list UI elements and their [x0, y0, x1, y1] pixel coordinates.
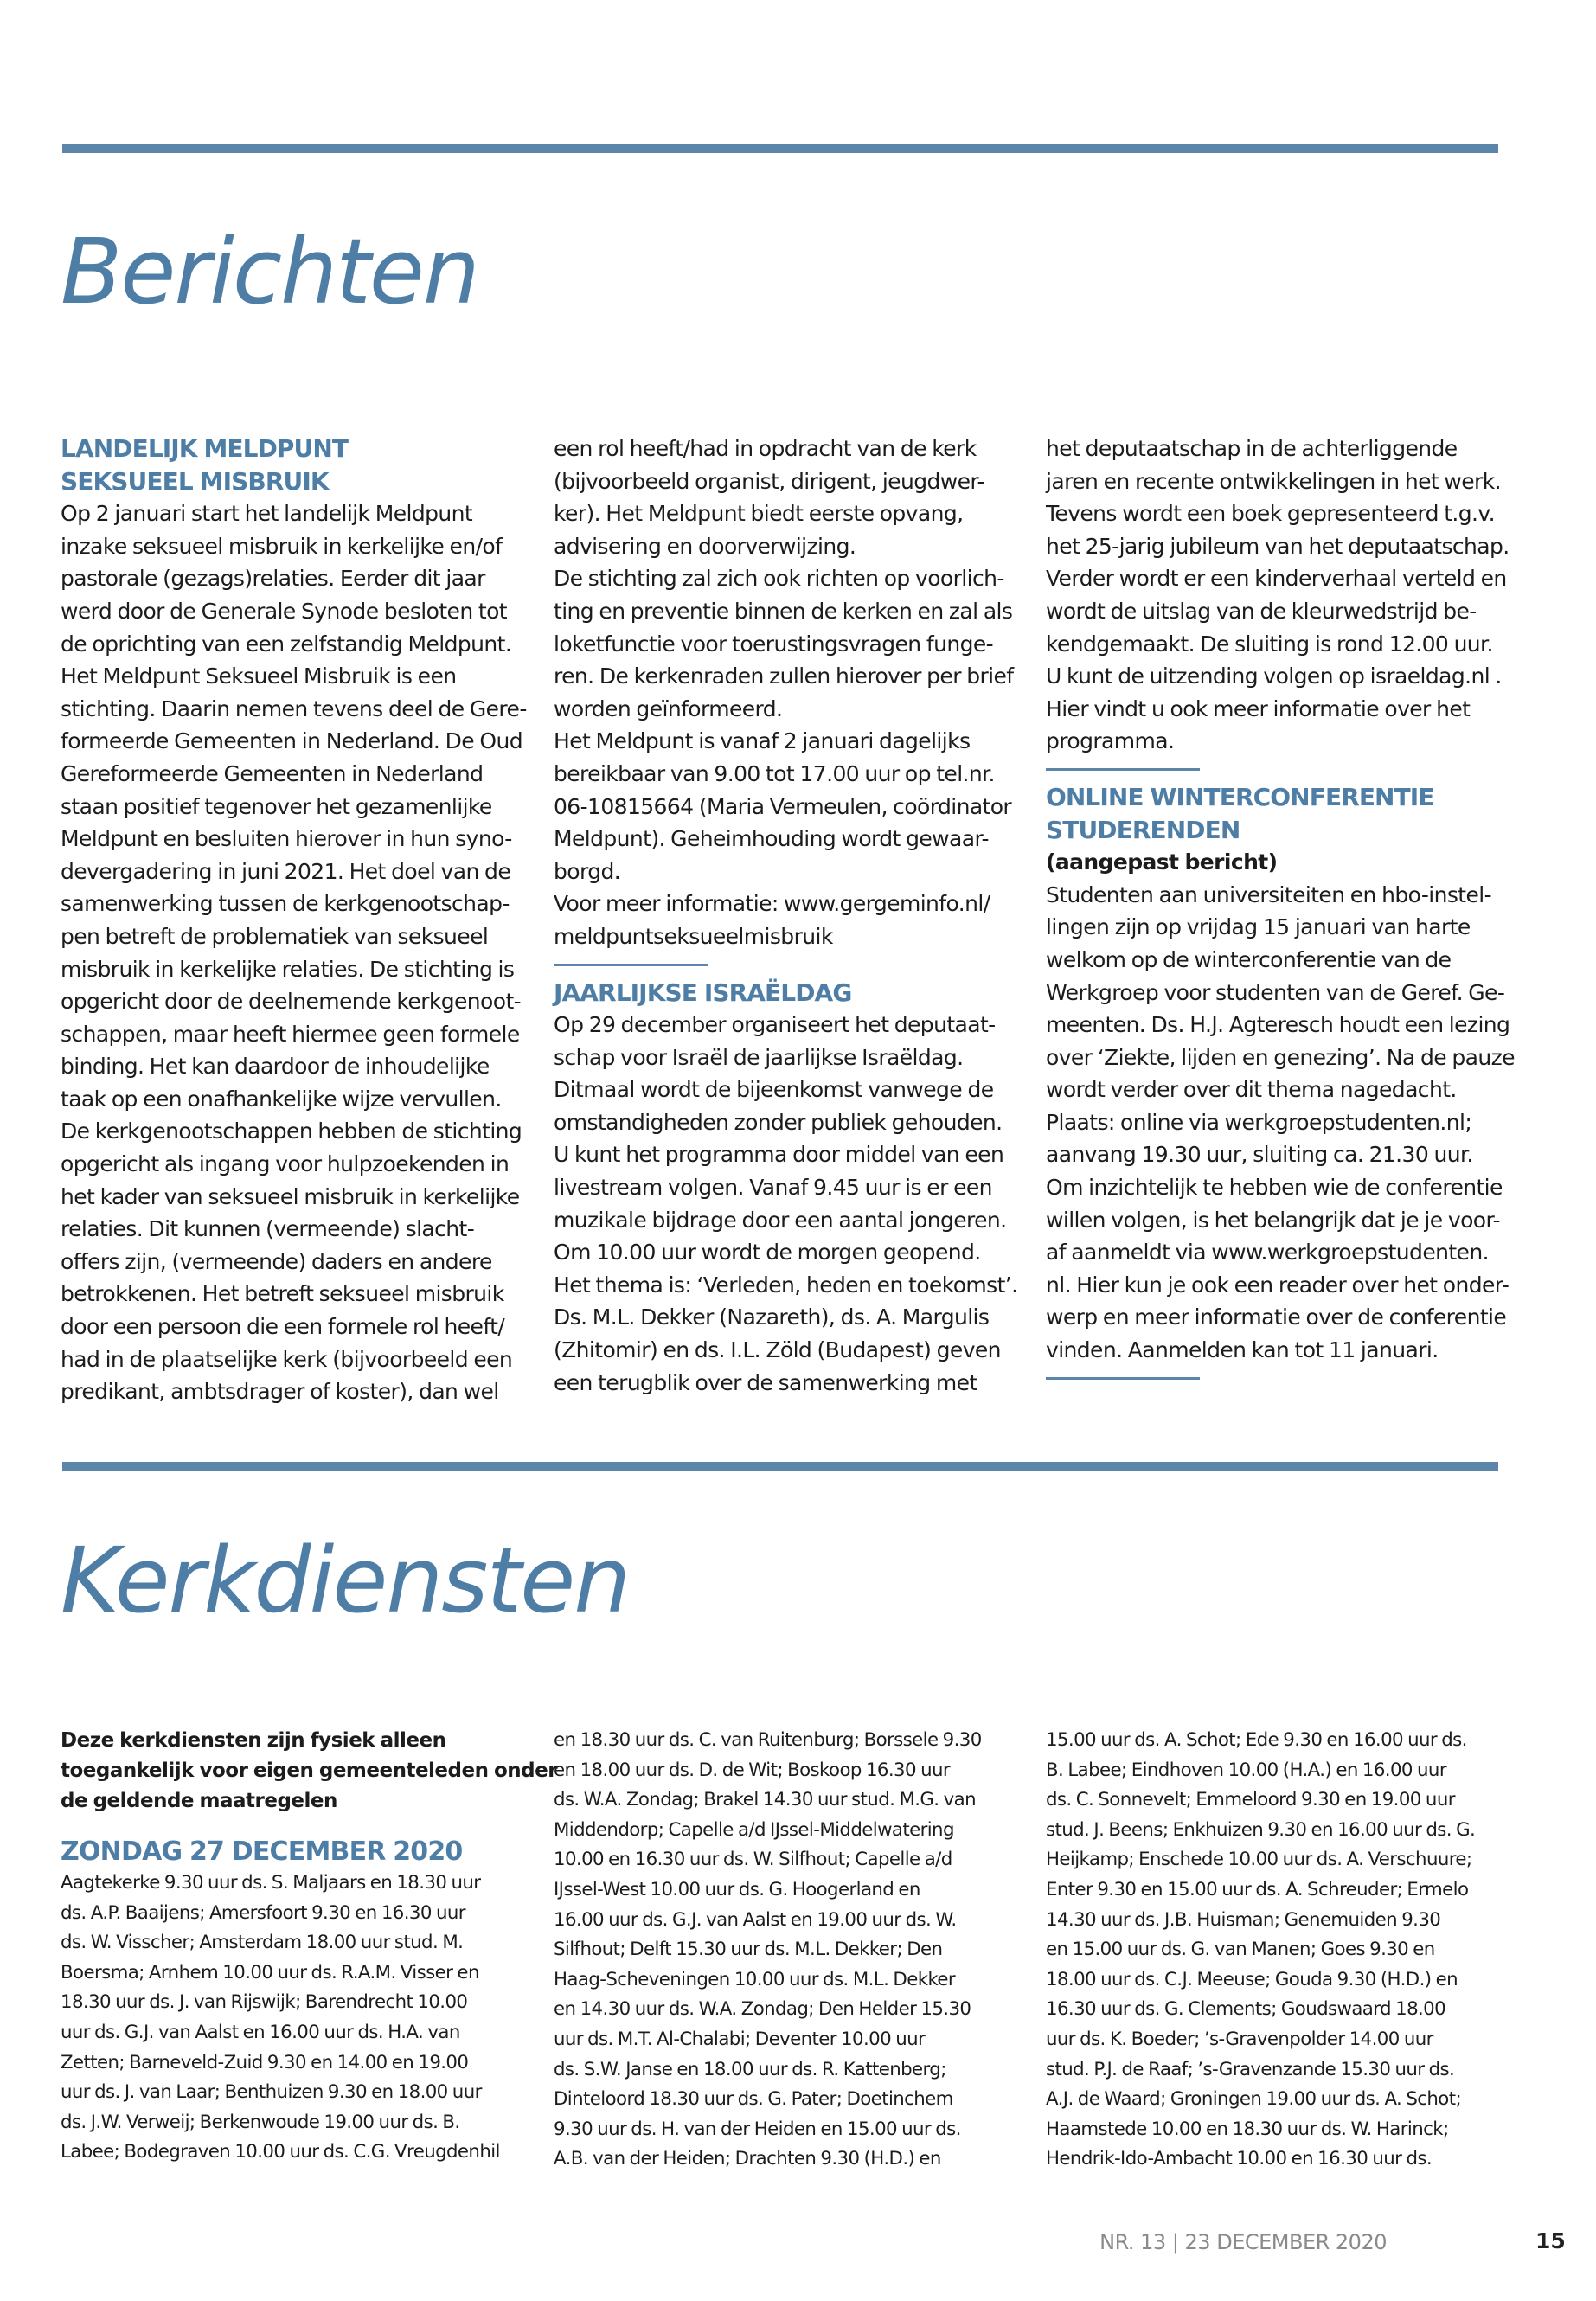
kerkdiensten-column-1 [61, 1726, 558, 2168]
text-line: ds. J.W. Verweij; Berkenwoude 19.00 uur ds. B. [61, 2111, 460, 2133]
meldpunt-body-text-continued [554, 433, 1028, 953]
text-line: 9.30 uur ds. H. van der Heiden en 15.00 uur ds. [554, 2118, 961, 2140]
text-line: Op 2 januari start het landelijk Meldpunt [61, 501, 473, 527]
services-list-part-3 [1046, 1726, 1513, 2175]
text-line: A.B. van der Heiden; Drachten 9.30 (H.D.) en [554, 2148, 941, 2170]
text-line: aanvang 19.30 uur, sluiting ca. 21.30 uur. [1046, 1142, 1473, 1168]
text-line: Heijkamp; Enschede 10.00 uur ds. A. Verschuure; [1046, 1849, 1472, 1871]
text-line: meenten. Ds. H.J. Agteresch houdt een lezing [1046, 1012, 1510, 1038]
page-number: 15 [1535, 2228, 1566, 2253]
text-line: Hendrik-Ido-Ambacht 10.00 en 16.30 uur ds. [1046, 2148, 1433, 2170]
services-list-part-2 [554, 1726, 1012, 2175]
text-line: Voor meer informatie: www.gergeminfo.nl/ [554, 891, 990, 917]
text-line: de oprichting van een zelfstandig Meldpunt. [61, 631, 512, 657]
heading-israeldag: JAARLIJKSE ISRAËLDAG [554, 977, 852, 1007]
text-line: worden geïnformeerd. [554, 695, 783, 721]
text-line: ting en preventie binnen de kerken en zal als [554, 598, 1013, 624]
text-line: opgericht door de deelnemende kerkgenoot- [61, 989, 522, 1015]
text-line: ds. A.P. Baaijens; Amersfoort 9.30 en 16.30 uur [61, 1901, 465, 1924]
article-separator [554, 964, 708, 966]
text-line: de geldende maatregelen [61, 1790, 337, 1812]
text-line: af aanmeldt via www.werkgroepstudenten. [1046, 1240, 1489, 1266]
text-line: 06-10815664 (Maria Vermeulen, coördinator [554, 793, 1012, 819]
text-line: Ditmaal wordt de bijeenkomst vanwege de [554, 1077, 994, 1103]
text-line: 10.00 en 16.30 uur ds. W. Silfhout; Capelle a/d [554, 1849, 952, 1871]
berichten-column-1 [61, 433, 535, 1408]
text-line: Om inzichtelijk te hebben wie de conferentie [1046, 1175, 1503, 1201]
berichten-column-2 [554, 433, 1028, 1399]
text-line: misbruik in kerkelijke relaties. De stichting is [61, 956, 515, 982]
text-line: B. Labee; Eindhoven 10.00 (H.A.) en 16.00 uur [1046, 1759, 1446, 1781]
text-line: uur ds. K. Boeder; ’s-Gravenpolder 14.00 uur [1046, 2028, 1433, 2050]
text-line: Meldpunt). Geheimhouding wordt gewaar- [554, 826, 989, 852]
services-list-part-1 [61, 1868, 510, 2168]
text-line: had in de plaatselijke kerk (bijvoorbeeld een [61, 1346, 513, 1372]
text-line: welkom op de winterconferentie van de [1046, 946, 1452, 972]
text-line: Zetten; Barneveld-Zuid 9.30 en 14.00 en 19.00 [61, 2051, 469, 2073]
text-line: relaties. Dit kunnen (vermeende) slacht- [61, 1216, 475, 1242]
text-line: wordt de uitslag van de kleurwedstrijd be- [1046, 598, 1477, 624]
section-title-kerkdiensten: Kerkdiensten [61, 1528, 630, 1633]
text-line: Hier vindt u ook meer informatie over het [1046, 695, 1471, 721]
text-line: Dinteloord 18.30 uur ds. G. Pater; Doetinchem [554, 2088, 953, 2111]
text-line: omstandigheden zonder publiek gehouden. [554, 1109, 1003, 1135]
text-line: Enter 9.30 en 15.00 uur ds. A. Schreuder; Ermelo [1046, 1878, 1469, 1900]
text-line: inzake seksueel misbruik in kerkelijke en/of [61, 533, 503, 559]
text-line: Aagtekerke 9.30 uur ds. S. Maljaars en 18.30 uur [61, 1872, 481, 1894]
israeldag-body-text [554, 1009, 1028, 1399]
text-line: uur ds. G.J. van Aalst en 16.00 uur ds. H.A. van [61, 2021, 460, 2043]
text-line: en 14.30 uur ds. W.A. Zondag; Den Helder 15.30 [554, 1998, 971, 2021]
text-line: wordt verder over dit thema nagedacht. [1046, 1077, 1457, 1103]
text-line: Middendorp; Capelle a/d IJssel-Middelwatering [554, 1818, 954, 1841]
text-line: (bijvoorbeeld organist, dirigent, jeugdwer- [554, 468, 984, 494]
text-line: het kader van seksueel misbruik in kerkelijke [61, 1183, 520, 1209]
text-line: stud. P.J. de Raaf; ’s-Gravenzande 15.30 uur ds. [1046, 2058, 1455, 2080]
text-line: Plaats: online via werkgroepstudenten.nl; [1046, 1109, 1472, 1135]
text-line: over ‘Ziekte, lijden en genezing’. Na de pauze [1046, 1044, 1515, 1070]
text-line: ds. W. Visscher; Amsterdam 18.00 uur stud. M. [61, 1932, 464, 1954]
text-line: en 18.30 uur ds. C. van Ruitenburg; Borssele 9.30 [554, 1729, 982, 1751]
text-line: Het Meldpunt is vanaf 2 januari dagelijks [554, 728, 971, 754]
text-line: Ds. M.L. Dekker (Nazareth), ds. A. Margulis [554, 1304, 990, 1330]
text-line: 16.00 uur ds. G.J. van Aalst en 19.00 uur ds. W. [554, 1908, 957, 1931]
text-line: Werkgroep voor studenten van de Geref. Ge- [1046, 979, 1505, 1005]
text-line: het 25-jarig jubileum van het deputaatschap. [1046, 533, 1509, 559]
text-line: ker). Het Meldpunt biedt eerste opvang, [554, 501, 964, 527]
text-line: Het thema is: ‘Verleden, heden en toekomst’. [554, 1272, 1018, 1298]
text-line: Silfhout; Delft 15.30 uur ds. M.L. Dekker; Den [554, 1939, 943, 1961]
top-divider-rule [62, 144, 1498, 153]
text-line: bereikbaar van 9.00 tot 17.00 uur op tel.nr. [554, 760, 995, 786]
text-line: toegankelijk voor eigen gemeenteleden onder [61, 1759, 558, 1782]
text-line: De stichting zal zich ook richten op voorlich- [554, 566, 1004, 592]
text-line: werd door de Generale Synode besloten tot [61, 598, 508, 624]
text-line: Om 10.00 uur wordt de morgen geopend. [554, 1240, 981, 1266]
text-line: een terugblik over de samenwerking met [554, 1369, 977, 1395]
text-line: pastorale (gezags)relaties. Eerder dit jaar [61, 566, 485, 592]
text-line: offers zijn, (vermeende) daders en andere [61, 1248, 492, 1274]
israeldag-body-text-continued [1046, 433, 1520, 758]
text-line: Gereformeerde Gemeenten in Nederland [61, 760, 484, 786]
article-separator [1046, 768, 1200, 771]
text-line: lingen zijn op vrijdag 15 januari van harte [1046, 914, 1471, 940]
text-line: opgericht als ingang voor hulpzoekenden in [61, 1151, 510, 1177]
text-line: Labee; Bodegraven 10.00 uur ds. C.G. Vreugdenhil [61, 2141, 500, 2163]
winterconferentie-body-text [1046, 879, 1520, 1367]
text-line: Deze kerkdiensten zijn fysiek alleen [61, 1729, 446, 1752]
text-line: Boersma; Arnhem 10.00 uur ds. R.A.M. Visser en [61, 1961, 479, 1984]
middle-divider-rule [62, 1462, 1498, 1471]
text-line: vinden. Aanmelden kan tot 11 januari. [1046, 1337, 1439, 1363]
text-line: 18.30 uur ds. J. van Rijswijk; Barendrecht 10.00 [61, 1991, 468, 2014]
article-end-rule [1046, 1377, 1200, 1380]
text-line: Op 29 december organiseert het deputaat- [554, 1012, 996, 1038]
text-line: 16.30 uur ds. G. Clements; Goudswaard 18.00 [1046, 1998, 1446, 2021]
text-line: ds. C. Sonnevelt; Emmeloord 9.30 en 19.00 uur [1046, 1789, 1455, 1811]
text-line: door een persoon die een formele rol heeft/ [61, 1314, 505, 1340]
issue-info: NR. 13 | 23 DECEMBER 2020 [1099, 2230, 1387, 2254]
berichten-column-3 [1046, 433, 1520, 1390]
text-line: muzikale bijdrage door een aantal jongeren. [554, 1207, 1007, 1233]
heading-meldpunt-line-1: LANDELIJK MELDPUNT [61, 434, 349, 463]
text-line: ds. S.W. Janse en 18.00 uur ds. R. Kattenberg; [554, 2058, 946, 2080]
text-line: 18.00 uur ds. C.J. Meeuse; Gouda 9.30 (H.D.) en [1046, 1968, 1458, 1990]
text-line: livestream volgen. Vanaf 9.45 uur is er een [554, 1175, 992, 1201]
kerkdiensten-intro [61, 1726, 558, 1817]
text-line: 15.00 uur ds. A. Schot; Ede 9.30 en 16.00 uur ds. [1046, 1729, 1467, 1751]
text-line: schap voor Israël de jaarlijkse Israëldag. [554, 1044, 964, 1070]
heading-meldpunt-line-2: SEKSUEEL MISBRUIK [61, 466, 329, 496]
text-line: (Zhitomir) en ds. I.L. Zöld (Budapest) geven [554, 1337, 1001, 1363]
text-line: advisering en doorverwijzing. [554, 533, 856, 559]
text-line: Meldpunt en besluiten hierover in hun syno- [61, 826, 512, 852]
text-line: programma. [1046, 728, 1175, 754]
meldpunt-body-text [61, 497, 535, 1408]
text-line: U kunt de uitzending volgen op israeldag.nl . [1046, 663, 1502, 689]
text-line: kendgemaakt. De sluiting is rond 12.00 uur. [1046, 631, 1493, 657]
text-line: staan positief tegenover het gezamenlijke [61, 793, 492, 819]
text-line: stichting. Daarin nemen tevens deel de Gere- [61, 695, 527, 721]
text-line: Verder wordt er een kinderverhaal verteld en [1046, 566, 1507, 592]
date-heading: ZONDAG 27 DECEMBER 2020 [61, 1836, 463, 1867]
text-line: ren. De kerkenraden zullen hierover per brief [554, 663, 1014, 689]
text-line: devergadering in juni 2021. Het doel van de [61, 858, 511, 884]
text-line: en 15.00 uur ds. G. van Manen; Goes 9.30 en [1046, 1939, 1435, 1961]
text-line: nl. Hier kun je ook een reader over het onder- [1046, 1272, 1509, 1298]
text-line: 14.30 uur ds. J.B. Huisman; Genemuiden 9.30 [1046, 1908, 1441, 1931]
text-line: willen volgen, is het belangrijk dat je je voor- [1046, 1207, 1500, 1233]
text-line: A.J. de Waard; Groningen 19.00 uur ds. A. Schot; [1046, 2088, 1462, 2111]
text-line: ds. W.A. Zondag; Brakel 14.30 uur stud. M.G. van [554, 1789, 976, 1811]
text-line: U kunt het programma door middel van een [554, 1142, 1004, 1168]
text-line: uur ds. J. van Laar; Benthuizen 9.30 en 18.00 uur [61, 2081, 482, 2104]
text-line: pen betreft de problematiek van seksueel [61, 923, 489, 949]
text-line: IJssel-West 10.00 uur ds. G. Hoogerland en [554, 1878, 920, 1900]
text-line: formeerde Gemeenten in Nederland. De Oud [61, 728, 522, 754]
text-line: predikant, ambtsdrager of koster), dan wel [61, 1379, 499, 1405]
text-line: stud. J. Beens; Enkhuizen 9.30 en 16.00 uur ds. G. [1046, 1818, 1476, 1841]
winterconferentie-subheading: (aangepast bericht) [1046, 849, 1278, 875]
text-line: betrokkenen. Het betreft seksueel misbruik [61, 1281, 504, 1307]
text-line: Haag-Scheveningen 10.00 uur ds. M.L. Dekker [554, 1968, 956, 1990]
text-line: het deputaatschap in de achterliggende [1046, 436, 1458, 461]
section-title-berichten: Berichten [61, 219, 478, 324]
text-line: schappen, maar heeft hiermee geen formele [61, 1021, 520, 1047]
text-line: Haamstede 10.00 en 18.30 uur ds. W. Harinck; [1046, 2118, 1449, 2140]
text-line: binding. Het kan daardoor de inhoudelijke [61, 1054, 490, 1080]
text-line: werp en meer informatie over de conferentie [1046, 1304, 1507, 1330]
text-line: borgd. [554, 858, 621, 884]
kerkdiensten-column-2 [554, 1726, 1012, 2175]
text-line: uur ds. M.T. Al-Chalabi; Deventer 10.00 uur [554, 2028, 926, 2050]
text-line: en 18.00 uur ds. D. de Wit; Boskoop 16.30 uur [554, 1759, 951, 1781]
heading-winterconferentie-line-2: STUDERENDEN [1046, 815, 1240, 844]
text-line: Tevens wordt een boek gepresenteerd t.g.v. [1046, 501, 1495, 527]
text-line: samenwerking tussen de kerkgenootschap- [61, 891, 510, 917]
text-line: meldpuntseksueelmisbruik [554, 923, 833, 949]
text-line: De kerkgenootschappen hebben de stichting [61, 1118, 522, 1144]
text-line: een rol heeft/had in opdracht van de kerk [554, 436, 977, 461]
text-line: Studenten aan universiteiten en hbo-instel- [1046, 881, 1492, 907]
text-line: Het Meldpunt Seksueel Misbruik is een [61, 663, 457, 689]
text-line: taak op een onafhankelijke wijze vervullen. [61, 1086, 502, 1112]
text-line: jaren en recente ontwikkelingen in het werk. [1046, 468, 1501, 494]
kerkdiensten-column-3 [1046, 1726, 1513, 2175]
heading-winterconferentie-line-1: ONLINE WINTERCONFERENTIE [1046, 782, 1434, 811]
text-line: loketfunctie voor toerustingsvragen funge- [554, 631, 994, 657]
